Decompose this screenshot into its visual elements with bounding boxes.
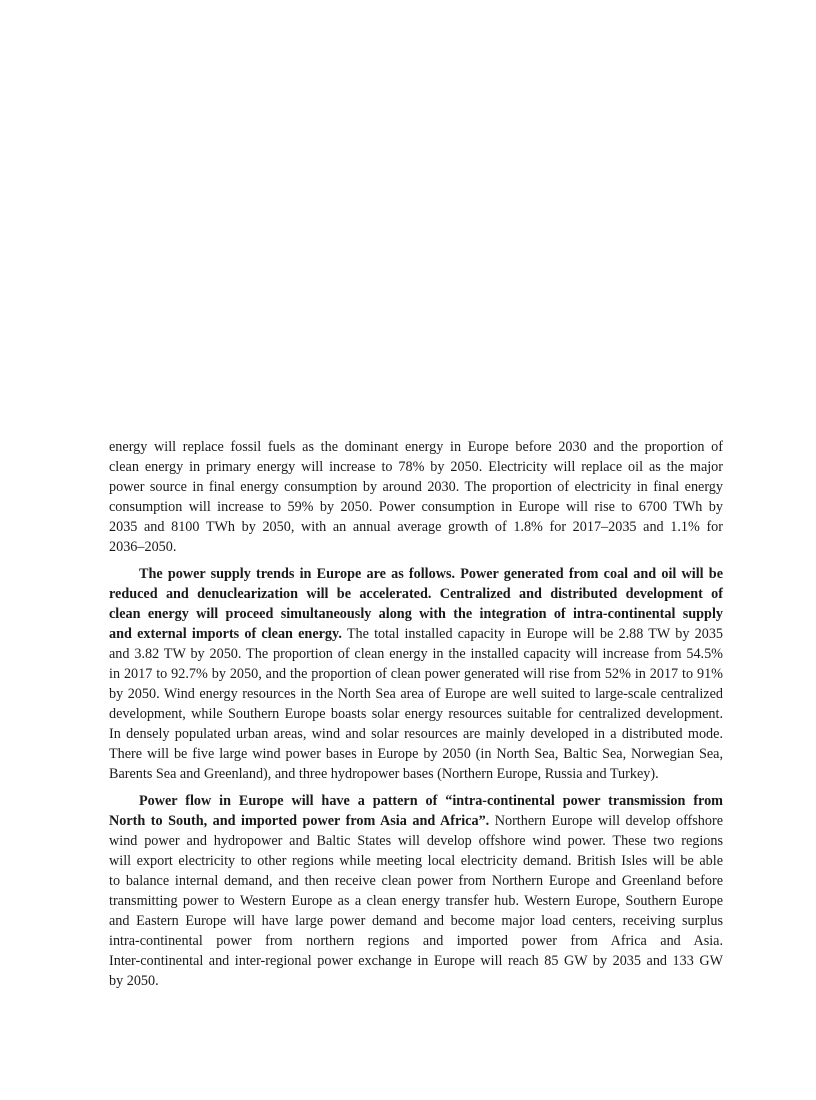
body-text: wind power and hydropower and Baltic States will develop offshore wind power. These two regions bbox=[109, 833, 723, 849]
text-line bbox=[109, 644, 723, 664]
body-text: by 2050. Wind energy resources in the North Sea area of Europe are well suited to large-scale centralized bbox=[109, 686, 723, 702]
text-line bbox=[109, 791, 723, 811]
body-text: to balance internal demand, and then receive clean power from Northern Europe and Greenland before bbox=[109, 873, 723, 889]
text-line bbox=[109, 724, 723, 744]
body-text: 2036–2050. bbox=[109, 539, 177, 555]
body-text: development, while Southern Europe boasts solar energy resources suitable for centralized development. bbox=[109, 706, 723, 722]
body-text: power source in final energy consumption by around 2030. The proportion of electricity in final energy bbox=[109, 479, 723, 495]
body-text: In densely populated urban areas, wind and solar resources are mainly developed in a distributed mode. bbox=[109, 726, 723, 742]
text-line bbox=[109, 517, 723, 537]
text-line bbox=[109, 564, 723, 584]
body-text: Barents Sea and Greenland), and three hydropower bases (Northern Europe, Russia and Turkey). bbox=[109, 766, 659, 782]
text-line bbox=[109, 891, 723, 911]
text-line bbox=[109, 497, 723, 517]
body-text: will export electricity to other regions while meeting local electricity demand. British Isles will be able bbox=[109, 853, 723, 869]
text-line bbox=[109, 971, 723, 991]
body-text: Northern Europe will develop offshore bbox=[489, 813, 724, 829]
body-text: and 3.82 TW by 2050. The proportion of clean energy in the installed capacity will increase from 54.5% bbox=[109, 646, 723, 662]
text-line bbox=[109, 704, 723, 724]
paragraph bbox=[109, 791, 723, 991]
text-line bbox=[109, 851, 723, 871]
body-text: by 2050. bbox=[109, 973, 159, 989]
body-text: clean energy in primary energy will increase to 78% by 2050. Electricity will replace oil as the major bbox=[109, 459, 723, 475]
body-text: consumption will increase to 59% by 2050. Power consumption in Europe will rise to 6700 TWh by bbox=[109, 499, 723, 515]
body-text: intra-continental power from northern regions and imported power from Africa and Asia. bbox=[109, 933, 723, 949]
document-body bbox=[109, 437, 723, 998]
text-line bbox=[109, 764, 723, 784]
text-line bbox=[109, 911, 723, 931]
bold-text: reduced and denuclearization will be accelerated. Centralized and distributed development of bbox=[109, 586, 723, 602]
bold-text: Power flow in Europe will have a pattern of “intra-continental power transmission from bbox=[139, 793, 723, 809]
text-line bbox=[109, 457, 723, 477]
text-line bbox=[109, 624, 723, 644]
bold-text: and external imports of clean energy. bbox=[109, 626, 342, 642]
body-text: There will be five large wind power bases in Europe by 2050 (in North Sea, Baltic Sea, Norwegian Sea, bbox=[109, 746, 723, 762]
bold-text: The power supply trends in Europe are as follows. Power generated from coal and oil will be bbox=[139, 566, 723, 582]
text-line bbox=[109, 744, 723, 764]
body-text: Inter-continental and inter-regional power exchange in Europe will reach 85 GW by 2035 and 133 GW bbox=[109, 953, 723, 969]
text-line bbox=[109, 537, 723, 557]
text-line bbox=[109, 604, 723, 624]
text-line bbox=[109, 871, 723, 891]
text-line bbox=[109, 684, 723, 704]
text-line bbox=[109, 584, 723, 604]
text-line bbox=[109, 831, 723, 851]
body-text: 2035 and 8100 TWh by 2050, with an annual average growth of 1.8% for 2017–2035 and 1.1% for bbox=[109, 519, 723, 535]
body-text: and Eastern Europe will have large power demand and become major load centers, receiving surplus bbox=[109, 913, 723, 929]
bold-text: North to South, and imported power from Asia and Africa”. bbox=[109, 813, 490, 829]
text-line bbox=[109, 437, 723, 457]
body-text: in 2017 to 92.7% by 2050, and the proportion of clean power generated will rise from 52% in 2017 to 91% bbox=[109, 666, 723, 682]
text-line bbox=[109, 811, 723, 831]
paragraph bbox=[109, 437, 723, 557]
body-text: energy will replace fossil fuels as the dominant energy in Europe before 2030 and the proportion of bbox=[109, 439, 723, 455]
text-line bbox=[109, 931, 723, 951]
text-line bbox=[109, 664, 723, 684]
paragraph bbox=[109, 564, 723, 784]
bold-text: clean energy will proceed simultaneously along with the integration of intra-continental supply bbox=[109, 606, 723, 622]
text-line bbox=[109, 951, 723, 971]
text-line bbox=[109, 477, 723, 497]
body-text: The total installed capacity in Europe will be 2.88 TW by 2035 bbox=[341, 626, 724, 642]
body-text: transmitting power to Western Europe as a clean energy transfer hub. Western Europe, Southern Europe bbox=[109, 893, 723, 909]
